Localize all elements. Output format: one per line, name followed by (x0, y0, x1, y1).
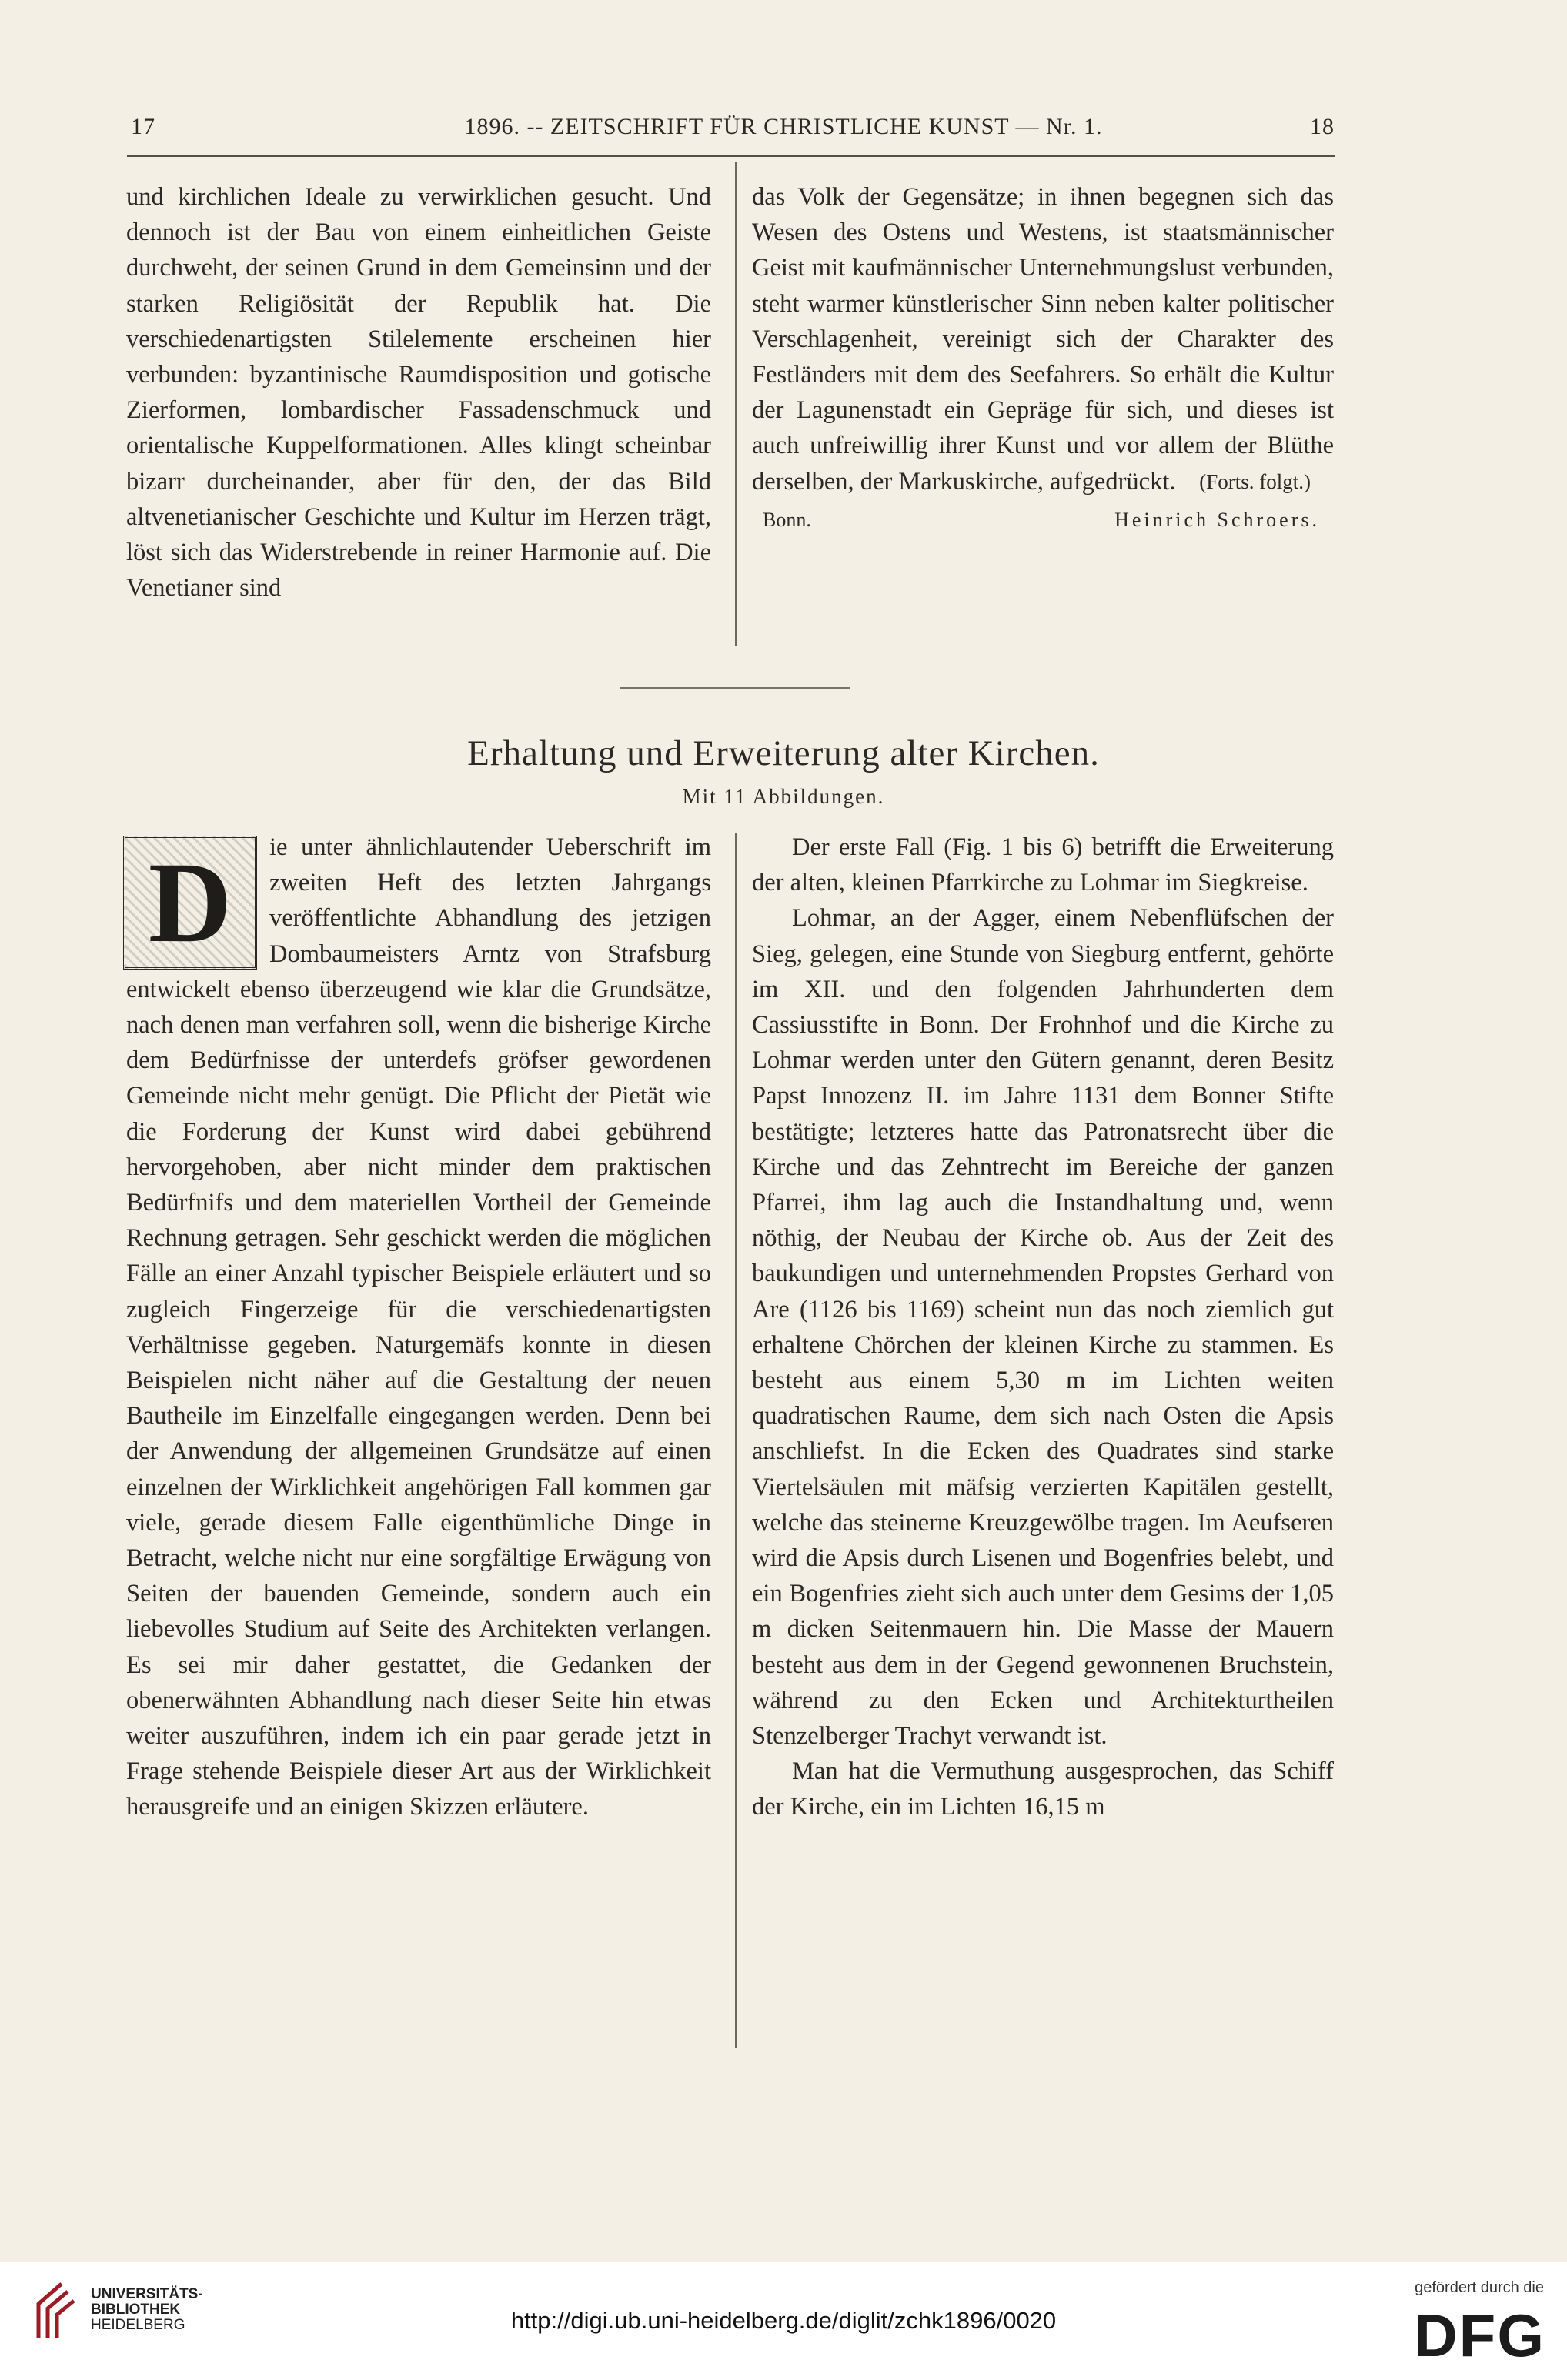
page-number-right: 18 (1310, 114, 1335, 139)
prev-article-right-column (752, 179, 1334, 539)
dfg-logo: DFG (1414, 2302, 1545, 2369)
prev-article-left-text: und kirchlichen Ideale zu verwirklichen gesucht. Und dennoch ist der Bau von einem einheitlichen Geiste durchweht, der seinen Grund in dem Gemeinsinn und der starken Religiösität der Republik hat. Die verschiedenartigsten Stilelemente erscheinen hier verbunden: byzantinische Raumdisposition und gotische Zierformen, lombardischer Fassadenschmuck und orientalische Kuppelformationen. Alles klingt scheinbar bizarr durcheinander, aber für den, der das Bild altvenetianischer Geschichte und Kultur im Herzen trägt, löst sich das Widerstrebende in reiner Harmonie auf. Die Venetianer sind (126, 183, 711, 603)
library-line-1: UNIVERSITÄTS- (91, 2286, 203, 2302)
header-rule (127, 155, 1335, 157)
funding-note: gefördert durch die (1415, 2279, 1544, 2296)
article-right-para-3: Man hat die Vermuthung ausgesprochen, das Schiff der Kirche, ein im Lichten 16,15 m (752, 1757, 1334, 1821)
permalink-url[interactable]: http://digi.ub.uni-heidelberg.de/diglit/zchk1896/0020 (510, 2307, 1057, 2334)
signature-author: Heinrich Schroers. (1114, 509, 1320, 532)
library-line-3: HEIDELBERG (91, 2317, 185, 2333)
prev-article-left-column (126, 179, 711, 606)
ornamental-initial (123, 836, 257, 970)
running-header: 1896. -- ZEITSCHRIFT FÜR CHRISTLICHE KUNST — Nr. 1. (464, 114, 1103, 139)
article-left-text: ie unter ähnlichlautender Ueberschrift im zweiten Heft des letzten Jahrgangs veröffentlichte Abhandlung des jetzigen Dombaumeisters Arntz von Strafsburg entwickelt ebenso überzeugend wie klar die Grundsätze, nach denen man verfahren soll, wenn die bisherige Kirche dem Bedürfnisse der unterdefs gröfser gewordenen Gemeinde nicht mehr genügt. Die Pflicht der Pietät wie die Forderung der Kunst wird dabei gebührend hervorgehoben, aber nicht minder dem praktischen Bedürfnifs und dem materiellen Vortheil der Gemeinde Rechnung getragen. Sehr geschickt werden die möglichen Fälle an einer Anzahl typischer Beispiele erläutert und so zugleich Fingerzeige für die verschiedenartigsten Verhältnisse gegeben. Naturgemäfs konnte in diesen Beispielen nicht näher auf die Gestaltung der neuen Bautheile im Einzelfalle eingegangen werden. Denn bei der Anwendung der allgemeinen Grundsätze auf einen einzelnen der Wirklichkeit angehörigen Fall kommen gar viele, gerade diesem Falle eigenthümliche Dinge in Betracht, welche nicht nur eine sorgfältige Erwägung von Seiten der bauenden Gemeinde, sondern auch ein liebevolles Studium auf Seite des Architekten verlangen. Es sei mir daher gestattet, die Gedanken der obenerwähnten Abhandlung nach dieser Seite hin etwas weiter auszuführen, indem ich ein paar gerade jetzt in Frage stehende Beispiele dieser Art aus der Wirklichkeit herausgreife und an einigen Skizzen erläutere. (126, 833, 711, 1821)
article-right-para-1: Der erste Fall (Fig. 1 bis 6) betrifft die Erweiterung der alten, kleinen Pfarrkirche zu Lohmar im Siegkreise. (752, 833, 1334, 897)
article-title: Erhaltung und Erweiterung alter Kirchen. (467, 733, 1100, 773)
column-divider-bottom (735, 833, 737, 2048)
prev-article-right-text: das Volk der Gegensätze; in ihnen begegnen sich das Wesen des Ostens und Westens, ist staatsmännischer Geist mit kaufmännischer Unternehmungslust verbunden, steht warmer künstlerischer Sinn neben kalter politischer Verschlagenheit, vereinigt sich der Charakter des Festländers mit dem des Seefahrers. So erhält die Kultur der Lagunenstadt ein Gepräge für sich, und dieses ist auch unfreiwillig ihrer Kunst und vor allem der Blüthe derselben, der Markuskirche, aufgedrückt. (752, 183, 1334, 496)
initial-letter: D (148, 839, 232, 966)
library-line-2: BIBLIOTHEK (91, 2302, 181, 2318)
signature-line (752, 501, 1334, 539)
digitization-footer (0, 2262, 1567, 2380)
continued-note: (Forts. folgt.) (1199, 469, 1311, 493)
column-divider-top (735, 162, 737, 646)
article-right-para-2: Lohmar, an der Agger, einem Nebenflüfschen der Sieg, gelegen, eine Stunde von Siegburg entfernt, gehörte im XII. und den folgenden Jahrhunderten dem Cassiusstifte in Bonn. Der Frohnhof und die Kirche zu Lohmar werden unter den Gütern genannt, deren Besitz Papst Innozenz II. im Jahre 1131 dem Bonner Stifte bestätigte; letzteres hatte das Patronatsrecht über die Kirche und das Zehntrecht im Bereiche der ganzen Pfarrei, ihm lag auch die Instandhaltung und, wenn nöthig, der Neubau der Kirche ob. Aus der Zeit des baukundigen und unternehmenden Propstes Gerhard von Are (1126 bis 1169) scheint nun das noch ziemlich gut erhaltene Chörchen der kleinen Kirche zu stammen. Es besteht aus einem 5,30 m im Lichten weiten quadratischen Raume, dem sich nach Osten die Apsis anschliefst. In die Ecken des Quadrates sind starke Viertelsäulen mit mäfsig verzierten Kapitälen gestellt, welche das steinerne Kreuzgewölbe tragen. Im Aeufseren wird die Apsis durch Lisenen und Bogenfries belebt, und ein Bogenfries zieht sich auch unter dem Gesims der 1,05 m dicken Seitenmauern hin. Die Masse der Mauern besteht aus dem in der Gegend gewonnenen Bruchstein, während zu den Ecken und Architekturtheilen Stenzelberger Trachyt verwandt ist. (752, 904, 1334, 1751)
page-number-left: 17 (131, 114, 155, 139)
article-subtitle: Mit 11 Abbildungen. (682, 785, 885, 808)
article-right-column (752, 829, 1334, 1825)
section-divider (620, 687, 850, 689)
article-left-column (126, 829, 711, 1825)
signature-place: Bonn. (763, 509, 811, 532)
